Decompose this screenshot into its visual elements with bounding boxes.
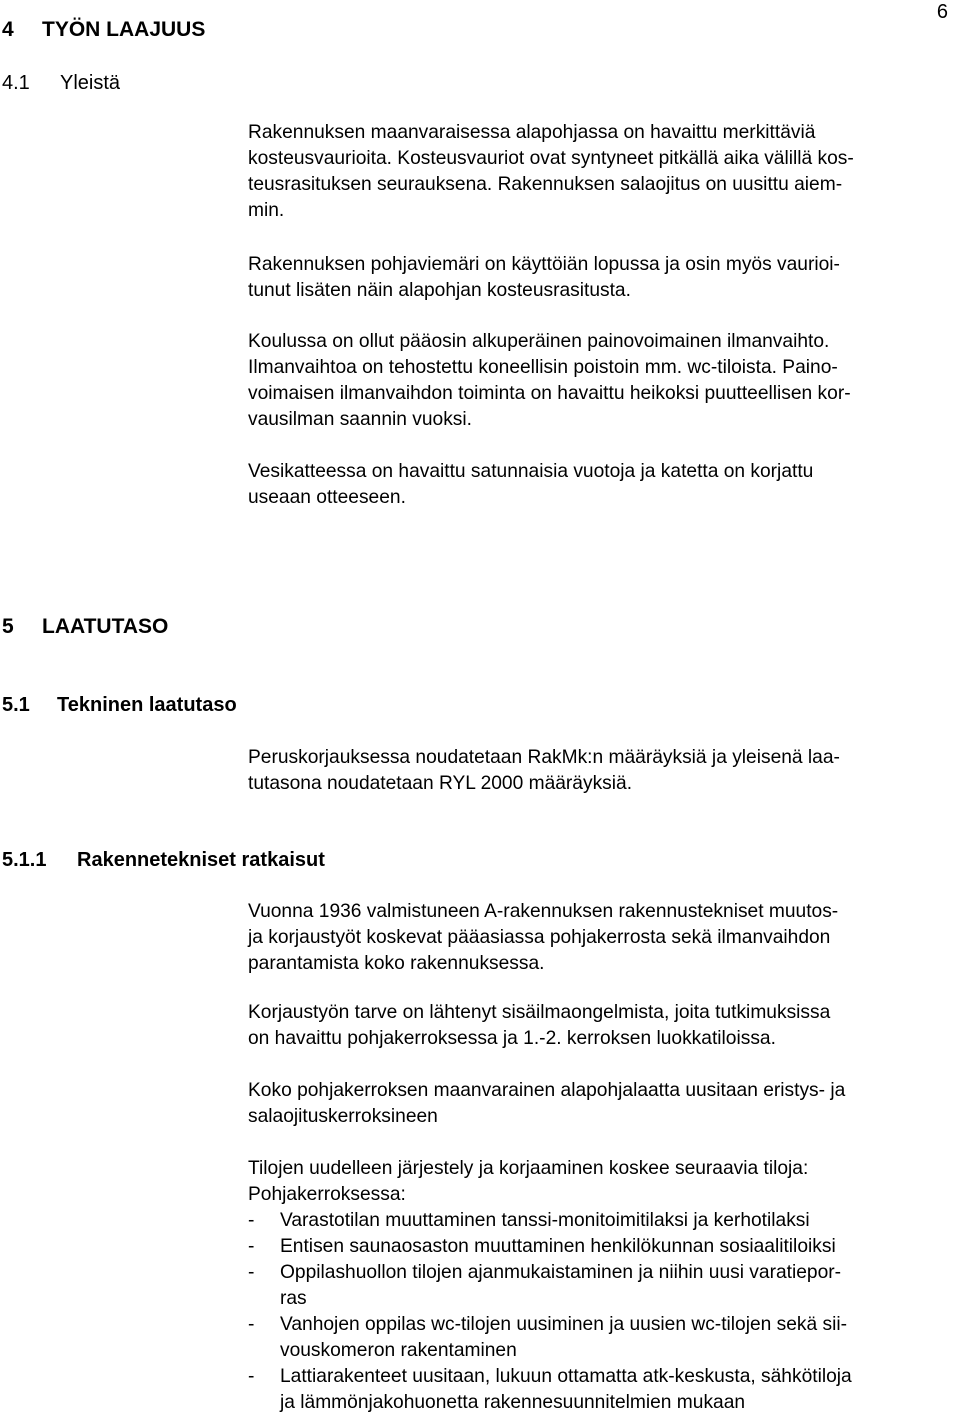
list-item bbox=[248, 1364, 948, 1390]
paragraph-5-1-1-a bbox=[248, 899, 948, 977]
text-line: Koko pohjakerroksen maanvarainen alapohjalaatta uusitaan eristys- ja bbox=[248, 1080, 846, 1101]
text-line: Koulussa on ollut pääosin alkuperäinen painovoimainen ilmanvaihto. bbox=[248, 331, 830, 352]
list-item bbox=[248, 1312, 948, 1338]
section-5-title: LAATUTASO bbox=[42, 615, 169, 638]
list-item-text: Vanhojen oppilas wc-tilojen uusiminen ja uusien wc-tilojen sekä sii- bbox=[280, 1314, 848, 1335]
list-item bbox=[248, 1234, 948, 1260]
section-4-1-heading bbox=[2, 70, 120, 96]
text-line: Tilojen uudelleen järjestely ja korjaaminen koskee seuraavia tiloja: bbox=[248, 1158, 809, 1179]
section-4-number: 4 bbox=[2, 18, 14, 41]
section-4-title: TYÖN LAAJUUS bbox=[42, 18, 206, 41]
section-4-1-title: Yleistä bbox=[60, 72, 121, 94]
list-item-text: Entisen saunaosaston muuttaminen henkilökunnan sosiaalitiloiksi bbox=[280, 1236, 836, 1257]
bullet-dash: - bbox=[248, 1236, 255, 1257]
text-line: vausilman saannin vuoksi. bbox=[248, 409, 472, 430]
section-5-number: 5 bbox=[2, 615, 14, 638]
list-item-text: Lattiarakenteet uusitaan, lukuun ottamatta atk-keskusta, sähkötiloja bbox=[280, 1366, 852, 1387]
paragraph-5-1-1-c bbox=[248, 1078, 948, 1130]
text-line: Ilmanvaihtoa on tehostettu koneellisin poistoin mm. wc-tiloista. Paino- bbox=[248, 357, 838, 378]
text-line: useaan otteeseen. bbox=[248, 487, 406, 508]
list-item-text: Oppilashuollon tilojen ajanmukaistaminen ja niihin uusi varatiepor- bbox=[280, 1262, 842, 1283]
text-line: Peruskorjauksessa noudatetaan RakMk:n määräyksiä ja yleisenä laa- bbox=[248, 747, 840, 768]
list-item-continuation: vouskomeron rakentaminen bbox=[280, 1340, 517, 1361]
text-line: teusrasituksen seurauksena. Rakennuksen salaojitus on uusittu aiem- bbox=[248, 174, 843, 195]
text-line: Korjaustyön tarve on lähtenyt sisäilmaongelmista, joita tutkimuksissa bbox=[248, 1002, 831, 1023]
text-line: Rakennuksen pohjaviemäri on käyttöiän lopussa ja osin myös vaurioi- bbox=[248, 254, 840, 275]
section-5-1-1-title: Rakennetekniset ratkaisut bbox=[77, 849, 325, 871]
text-line: tunut lisäten näin alapohjan kosteusrasitusta. bbox=[248, 280, 631, 301]
section-4-heading bbox=[2, 17, 205, 43]
paragraph-5-1-1-list bbox=[248, 1156, 948, 1416]
text-line: Vuonna 1936 valmistuneen A-rakennuksen rakennustekniset muutos- bbox=[248, 901, 839, 922]
paragraph-4-1-d bbox=[248, 459, 948, 511]
section-5-1-number: 5.1 bbox=[2, 694, 30, 716]
bullet-dash: - bbox=[248, 1210, 255, 1231]
text-line: Vesikatteessa on havaittu satunnaisia vuotoja ja katetta on korjattu bbox=[248, 461, 814, 482]
text-line: kosteusvaurioita. Kosteusvauriot ovat syntyneet pitkällä aika välillä kos- bbox=[248, 148, 854, 169]
section-5-1-1-heading bbox=[2, 847, 325, 873]
list-item-continuation: ras bbox=[280, 1288, 307, 1309]
list-item bbox=[248, 1208, 948, 1234]
page-number: 6 bbox=[936, 1, 948, 23]
text-line: salaojituskerroksineen bbox=[248, 1106, 438, 1127]
bullet-dash: - bbox=[248, 1366, 255, 1387]
paragraph-4-1-c bbox=[248, 329, 948, 433]
section-5-heading bbox=[2, 614, 168, 640]
section-5-1-heading bbox=[2, 692, 237, 718]
text-line: voimaisen ilmanvaihdon toiminta on havaittu heikoksi puutteellisen kor- bbox=[248, 383, 851, 404]
section-4-1-number: 4.1 bbox=[2, 72, 30, 94]
text-line: ja korjaustyöt koskevat pääasiassa pohjakerrosta sekä ilmanvaihdon bbox=[248, 927, 831, 948]
paragraph-4-1-b bbox=[248, 252, 948, 304]
bullet-dash: - bbox=[248, 1314, 255, 1335]
text-line: tutasona noudatetaan RYL 2000 määräyksiä. bbox=[248, 773, 633, 794]
list-item-continuation: ja lämmönjakohuonetta rakennesuunnitelmien mukaan bbox=[280, 1392, 746, 1413]
paragraph-5-1 bbox=[248, 745, 948, 797]
list-item-text: Varastotilan muuttaminen tanssi-monitoimitilaksi ja kerhotilaksi bbox=[280, 1210, 810, 1231]
text-line: parantamista koko rakennuksessa. bbox=[248, 953, 545, 974]
text-line: on havaittu pohjakerroksessa ja 1.-2. kerroksen luokkatiloissa. bbox=[248, 1028, 776, 1049]
text-line: Pohjakerroksessa: bbox=[248, 1184, 406, 1205]
text-line: min. bbox=[248, 200, 285, 221]
bullet-dash: - bbox=[248, 1262, 255, 1283]
list-item bbox=[248, 1260, 948, 1286]
paragraph-5-1-1-b bbox=[248, 1000, 948, 1052]
paragraph-4-1-a bbox=[248, 120, 948, 224]
section-5-1-1-number: 5.1.1 bbox=[2, 849, 47, 871]
section-5-1-title: Tekninen laatutaso bbox=[57, 694, 237, 716]
text-line: Rakennuksen maanvaraisessa alapohjassa on havaittu merkittäviä bbox=[248, 122, 816, 143]
